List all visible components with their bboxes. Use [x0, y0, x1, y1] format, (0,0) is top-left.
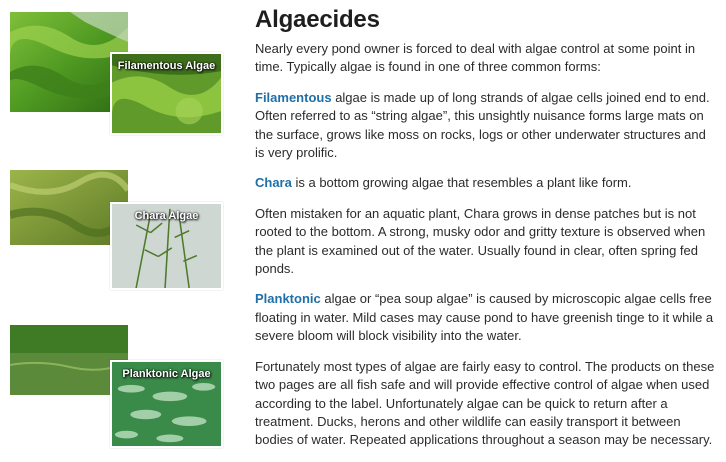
planktonic-paragraph: [255, 290, 717, 345]
planktonic-algae-caption: Planktonic Algae: [122, 368, 211, 380]
article-content: [255, 6, 717, 462]
filamentous-algae-inset-photo: [110, 52, 223, 135]
planktonic-algae-inset-photo: [110, 360, 223, 448]
filamentous-paragraph: [255, 89, 717, 163]
chara-detail-paragraph: Often mistaken for an aquatic plant, Chara grows in dense patches but is not rooted to the bottom. A strong, musky odor and gritty texture is observed when the plant is examined out of the water. Usually found in clear, often spring fed ponds.: [255, 205, 706, 277]
filamentous-text: algae is made up of long strands of algae cells joined end to end. Often referred to as “string algae”, this unsightly nuisance forms large mats on the surface, grows like moss on rocks, logs or other underwater structures and is very prolific.: [255, 89, 710, 161]
closing-paragraph: Fortunately most types of algae are fairly easy to control. The products on these two pages are all fish safe and will provide effective control of algae when used according to the label. Unfortunately algae can be quick to return after a treatment. Ducks, herons and other wildlife can easily transport it between bodies of water. Repeated applications throughout a season may be necessary.: [255, 358, 715, 448]
chara-algae-caption: Chara Algae: [134, 210, 199, 222]
chara-paragraph: [255, 174, 717, 192]
chara-term: Chara: [255, 175, 292, 191]
planktonic-term: Planktonic: [255, 291, 321, 307]
chara-algae-inset-photo: [110, 202, 223, 290]
chara-text: is a bottom growing algae that resembles a plant like form.: [291, 175, 632, 191]
page-title: Algaecides: [255, 6, 380, 33]
filamentous-term: Filamentous: [255, 89, 332, 105]
planktonic-text: algae or “pea soup algae” is caused by microscopic algae cells free floating in water. Mild cases may cause pond to have greenish tinge to it while a severe bloom will block visibility into the water.: [255, 291, 714, 344]
filamentous-algae-caption: Filamentous Algae: [117, 60, 216, 72]
intro-paragraph: Nearly every pond owner is forced to deal with algae control at some point in time. Typically algae is found in one of three common forms:: [255, 41, 696, 75]
